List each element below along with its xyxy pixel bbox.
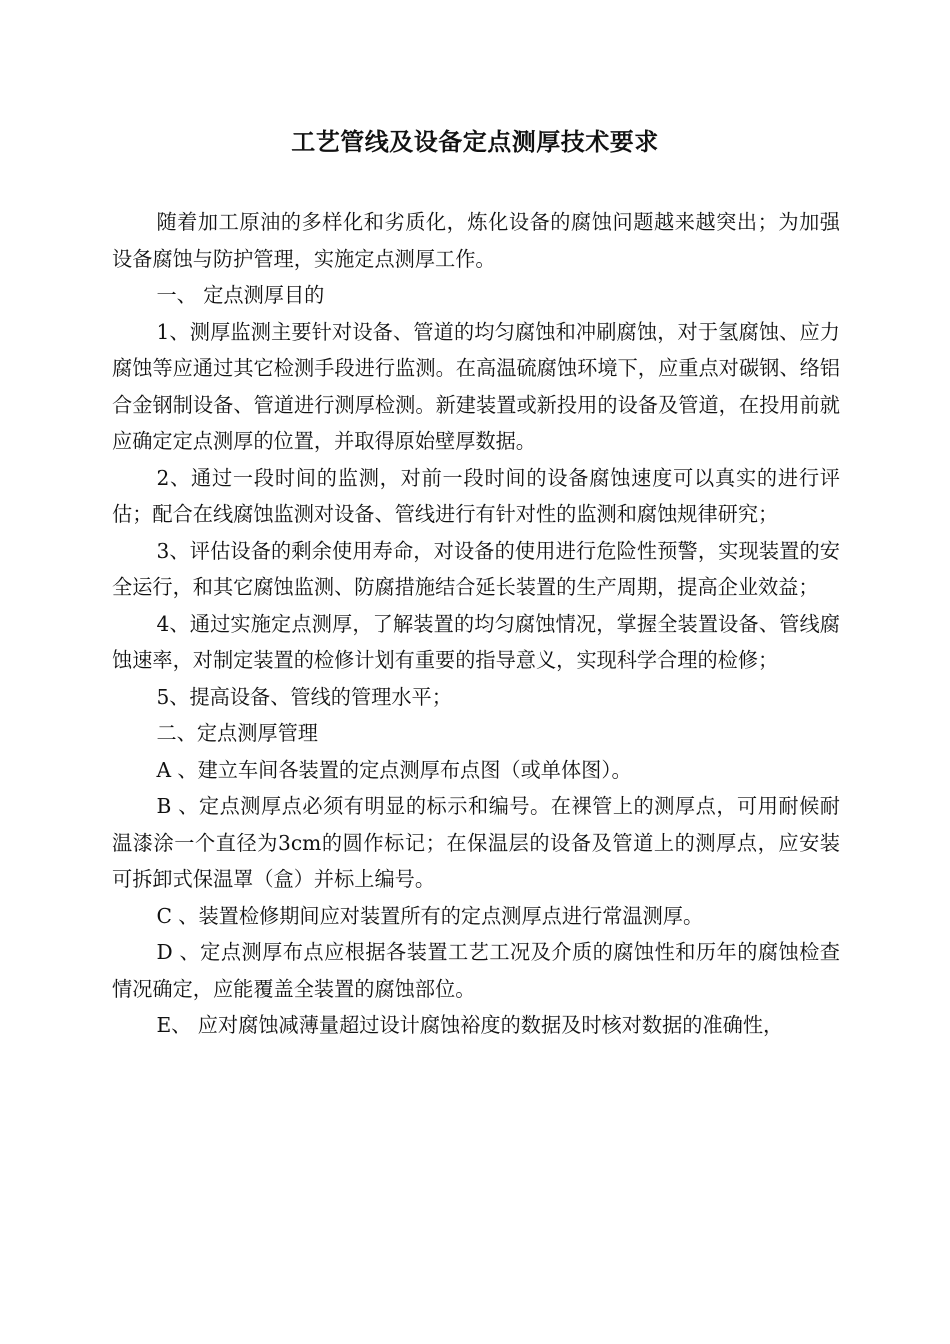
purpose-item-5: 5、提高设备、管线的管理水平； [156,684,452,709]
management-item-c: C 、装置检修期间应对装置所有的定点测厚点进行常温测厚。 [156,903,704,928]
section-heading-purpose: 一、 定点测厚目的 [156,283,325,307]
intro-paragraph: 随着加工原油的多样化和劣质化，炼化设备的腐蚀问题越来越突出；为加强设备腐蚀与防护管理，实施定点测厚工作。 [112,210,840,271]
management-item-b: B 、定点测厚点必须有明显的标示和编号。在裸管上的测厚点，可用耐候耐温漆涂一个直径为3cm的圆作标记；在保温层的设备及管道上的测厚点，应安装可拆卸式保温罩（盒）并标上编号。 [112,794,840,891]
management-item-e: E、 应对腐蚀减薄量超过设计腐蚀裕度的数据及时核对数据的准确性， [156,1013,784,1037]
management-item-d: D 、定点测厚布点应根据各装置工艺工况及介质的腐蚀性和历年的腐蚀检查情况确定，应能覆盖全装置的腐蚀部位。 [112,940,840,1001]
section-heading-management: 二、定点测厚管理 [156,721,318,745]
document-body [112,204,840,1044]
page-title: 工艺管线及设备定点测厚技术要求 [291,128,659,156]
management-item-a: A 、建立车间各装置的定点测厚布点图（或单体图）。 [156,757,632,782]
purpose-item-2: 2、通过一段时间的监测，对前一段时间的设备腐蚀速度可以真实的进行评估；配合在线腐蚀监测对设备、管线进行有针对性的监测和腐蚀规律研究； [112,465,840,526]
purpose-item-3: 3、评估设备的剩余使用寿命，对设备的使用进行危险性预警，实现装置的安全运行，和其它腐蚀监测、防腐措施结合延长装置的生产周期，提高企业效益； [112,538,840,599]
purpose-item-1: 1、测厚监测主要针对设备、管道的均匀腐蚀和冲刷腐蚀，对于氢腐蚀、应力腐蚀等应通过其它检测手段进行监测。在高温硫腐蚀环境下，应重点对碳钢、络铝合金钢制设备、管道进行测厚检测。新建装置或新投用的设备及管道，在投用前就应确定定点测厚的位置，并取得原始壁厚数据。 [112,319,840,453]
purpose-item-4: 4、通过实施定点测厚，了解装置的均匀腐蚀情况，掌握全装置设备、管线腐蚀速率，对制定装置的检修计划有重要的指导意义，实现科学合理的检修； [112,611,840,672]
